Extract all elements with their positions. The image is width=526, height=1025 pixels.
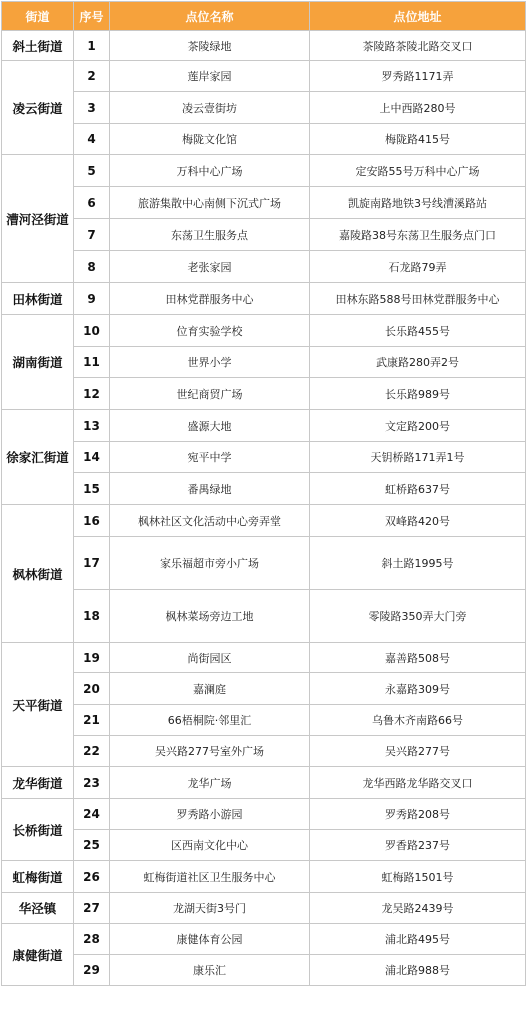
street-cell: 康健街道: [2, 924, 74, 986]
number-cell: 15: [74, 473, 110, 505]
name-cell: 位育实验学校: [110, 315, 310, 347]
header-street: 街道: [2, 2, 74, 31]
number-cell: 12: [74, 378, 110, 410]
address-cell: 罗秀路1171弄: [310, 61, 526, 92]
street-cell: 枫林街道: [2, 505, 74, 643]
name-cell: 梅陇文化馆: [110, 124, 310, 155]
number-cell: 4: [74, 124, 110, 155]
address-cell: 浦北路495号: [310, 924, 526, 955]
address-cell: 浦北路988号: [310, 955, 526, 986]
address-cell: 定安路55号万科中心广场: [310, 155, 526, 187]
header-location-address: 点位地址: [310, 2, 526, 31]
table-row: [2, 537, 526, 590]
address-cell: 长乐路989号: [310, 378, 526, 410]
number-cell: 2: [74, 61, 110, 92]
street-cell: 徐家汇街道: [2, 410, 74, 505]
table-row: [2, 799, 526, 830]
table-row: [2, 736, 526, 767]
street-cell: 田林街道: [2, 283, 74, 315]
name-cell: 凌云壹街坊: [110, 92, 310, 124]
table-row: [2, 705, 526, 736]
location-table: [1, 1, 526, 986]
number-cell: 21: [74, 705, 110, 736]
address-cell: 天钥桥路171弄1号: [310, 442, 526, 473]
street-cell: 斜土街道: [2, 31, 74, 61]
table-row: [2, 830, 526, 861]
number-cell: 29: [74, 955, 110, 986]
name-cell: 家乐福超市旁小广场: [110, 537, 310, 590]
number-cell: 19: [74, 643, 110, 673]
number-cell: 26: [74, 861, 110, 893]
address-cell: 武康路280弄2号: [310, 347, 526, 378]
table-row: [2, 92, 526, 124]
table-row: [2, 315, 526, 347]
name-cell: 番禺绿地: [110, 473, 310, 505]
number-cell: 11: [74, 347, 110, 378]
table-row: [2, 505, 526, 537]
number-cell: 16: [74, 505, 110, 537]
name-cell: 虹梅街道社区卫生服务中心: [110, 861, 310, 893]
name-cell: 宛平中学: [110, 442, 310, 473]
table-row: [2, 31, 526, 61]
address-cell: 虹桥路637号: [310, 473, 526, 505]
table-row: [2, 590, 526, 643]
table-row: [2, 643, 526, 673]
table-row: [2, 378, 526, 410]
street-cell: 华泾镇: [2, 893, 74, 924]
table-row: [2, 924, 526, 955]
number-cell: 8: [74, 251, 110, 283]
number-cell: 24: [74, 799, 110, 830]
address-cell: 文定路200号: [310, 410, 526, 442]
street-cell: 龙华街道: [2, 767, 74, 799]
table-row: [2, 673, 526, 705]
name-cell: 万科中心广场: [110, 155, 310, 187]
address-cell: 罗秀路208号: [310, 799, 526, 830]
table-row: [2, 861, 526, 893]
address-cell: 罗香路237号: [310, 830, 526, 861]
table-row: [2, 283, 526, 315]
table-row: [2, 473, 526, 505]
address-cell: 吴兴路277号: [310, 736, 526, 767]
name-cell: 康乐汇: [110, 955, 310, 986]
name-cell: 东荡卫生服务点: [110, 219, 310, 251]
name-cell: 世界小学: [110, 347, 310, 378]
address-cell: 上中西路280号: [310, 92, 526, 124]
address-cell: 长乐路455号: [310, 315, 526, 347]
table-row: [2, 187, 526, 219]
address-cell: 斜土路1995号: [310, 537, 526, 590]
name-cell: 康健体育公园: [110, 924, 310, 955]
table-row: [2, 219, 526, 251]
table-row: [2, 767, 526, 799]
header-location-name: 点位名称: [110, 2, 310, 31]
table-row: [2, 347, 526, 378]
name-cell: 旅游集散中心南侧下沉式广场: [110, 187, 310, 219]
address-cell: 石龙路79弄: [310, 251, 526, 283]
number-cell: 28: [74, 924, 110, 955]
number-cell: 20: [74, 673, 110, 705]
name-cell: 66梧桐院·邻里汇: [110, 705, 310, 736]
number-cell: 14: [74, 442, 110, 473]
number-cell: 10: [74, 315, 110, 347]
number-cell: 1: [74, 31, 110, 61]
name-cell: 区西南文化中心: [110, 830, 310, 861]
number-cell: 18: [74, 590, 110, 643]
name-cell: 尚街园区: [110, 643, 310, 673]
address-cell: 虹梅路1501号: [310, 861, 526, 893]
number-cell: 5: [74, 155, 110, 187]
name-cell: 龙湖天街3号门: [110, 893, 310, 924]
address-cell: 双峰路420号: [310, 505, 526, 537]
header-number: 序号: [74, 2, 110, 31]
address-cell: 永嘉路309号: [310, 673, 526, 705]
name-cell: 吴兴路277号室外广场: [110, 736, 310, 767]
street-cell: 天平街道: [2, 643, 74, 767]
street-cell: 湖南街道: [2, 315, 74, 410]
table-row: [2, 442, 526, 473]
name-cell: 嘉澜庭: [110, 673, 310, 705]
number-cell: 23: [74, 767, 110, 799]
name-cell: 世纪商贸广场: [110, 378, 310, 410]
name-cell: 枫林菜场旁边工地: [110, 590, 310, 643]
address-cell: 零陵路350弄大门旁: [310, 590, 526, 643]
table-row: [2, 955, 526, 986]
name-cell: 龙华广场: [110, 767, 310, 799]
number-cell: 27: [74, 893, 110, 924]
name-cell: 罗秀路小游园: [110, 799, 310, 830]
table-row: [2, 124, 526, 155]
number-cell: 3: [74, 92, 110, 124]
name-cell: 盛源大地: [110, 410, 310, 442]
name-cell: 老张家园: [110, 251, 310, 283]
address-cell: 田林东路588号田林党群服务中心: [310, 283, 526, 315]
address-cell: 龙吴路2439号: [310, 893, 526, 924]
name-cell: 莲岸家园: [110, 61, 310, 92]
table-row: [2, 61, 526, 92]
street-cell: 漕河泾街道: [2, 155, 74, 283]
header-row: [2, 2, 526, 31]
table-body: [2, 31, 526, 986]
table-row: [2, 155, 526, 187]
street-cell: 虹梅街道: [2, 861, 74, 893]
table-header: [2, 2, 526, 31]
address-cell: 梅陇路415号: [310, 124, 526, 155]
street-cell: 凌云街道: [2, 61, 74, 155]
address-cell: 嘉陵路38号东荡卫生服务点门口: [310, 219, 526, 251]
table-row: [2, 251, 526, 283]
address-cell: 茶陵路茶陵北路交叉口: [310, 31, 526, 61]
number-cell: 6: [74, 187, 110, 219]
number-cell: 17: [74, 537, 110, 590]
street-cell: 长桥街道: [2, 799, 74, 861]
number-cell: 7: [74, 219, 110, 251]
number-cell: 9: [74, 283, 110, 315]
table-row: [2, 893, 526, 924]
address-cell: 嘉善路508号: [310, 643, 526, 673]
address-cell: 凯旋南路地铁3号线漕溪路站: [310, 187, 526, 219]
name-cell: 茶陵绿地: [110, 31, 310, 61]
name-cell: 枫林社区文化活动中心旁弄堂: [110, 505, 310, 537]
number-cell: 13: [74, 410, 110, 442]
number-cell: 22: [74, 736, 110, 767]
address-cell: 龙华西路龙华路交叉口: [310, 767, 526, 799]
table-row: [2, 410, 526, 442]
number-cell: 25: [74, 830, 110, 861]
address-cell: 乌鲁木齐南路66号: [310, 705, 526, 736]
name-cell: 田林党群服务中心: [110, 283, 310, 315]
